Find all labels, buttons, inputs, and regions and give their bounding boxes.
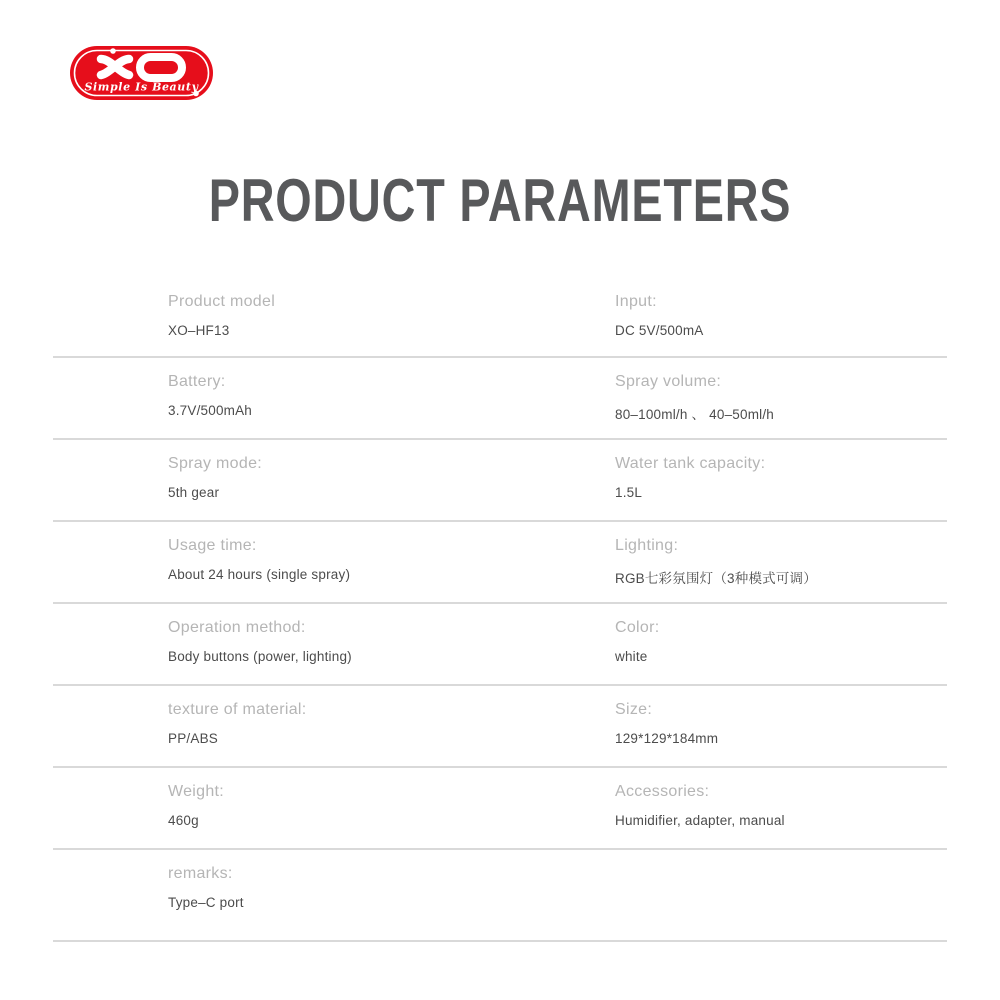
spec-label: Color: bbox=[615, 619, 660, 636]
spec-label: Lighting: bbox=[615, 537, 679, 554]
spec-label: Size: bbox=[615, 701, 653, 718]
spec-value: Type–C port bbox=[168, 895, 244, 910]
spec-label: texture of material: bbox=[168, 701, 307, 718]
table-row bbox=[53, 440, 947, 522]
spec-value: About 24 hours (single spray) bbox=[168, 567, 351, 582]
spec-cell-left bbox=[168, 768, 224, 828]
spec-value: white bbox=[615, 649, 648, 664]
spec-label: Water tank capacity: bbox=[615, 455, 766, 472]
spec-label: remarks: bbox=[168, 865, 233, 882]
spec-label: Usage time: bbox=[168, 537, 257, 554]
spec-value: 1.5L bbox=[615, 485, 643, 500]
spec-label: Input: bbox=[615, 293, 657, 310]
spec-cell-left bbox=[168, 440, 262, 500]
spec-cell-right bbox=[615, 358, 774, 423]
spec-value: 80–100ml/h 、 40–50ml/h bbox=[615, 407, 774, 422]
spec-cell-right bbox=[615, 440, 765, 500]
spec-value: 3.7V/500mAh bbox=[168, 403, 253, 418]
table-row bbox=[53, 850, 947, 942]
spec-cell-left bbox=[168, 522, 350, 582]
spec-label: Operation method: bbox=[168, 619, 306, 636]
xo-logo-graphic bbox=[70, 46, 213, 100]
spec-value: PP/ABS bbox=[168, 731, 218, 746]
spec-label: Accessories: bbox=[615, 783, 710, 800]
page-title: PRODUCT PARAMETERS bbox=[208, 167, 792, 234]
spec-cell-left bbox=[168, 288, 275, 338]
spec-cell-left bbox=[168, 358, 252, 418]
spec-value: 5th gear bbox=[168, 485, 220, 500]
spec-label: Battery: bbox=[168, 373, 226, 390]
spec-cell-left bbox=[168, 686, 307, 746]
spec-value: DC 5V/500mA bbox=[615, 323, 704, 338]
spec-label: Spray mode: bbox=[168, 455, 263, 472]
brand-logo bbox=[70, 46, 213, 100]
logo-dot-top-icon bbox=[110, 48, 116, 54]
spec-value: 129*129*184mm bbox=[615, 731, 719, 746]
spec-value: Humidifier, adapter, manual bbox=[615, 813, 785, 828]
spec-value: XO–HF13 bbox=[168, 323, 230, 338]
spec-value: RGB七彩氛围灯（3种模式可调） bbox=[615, 571, 817, 586]
spec-cell-right bbox=[615, 604, 659, 664]
table-row bbox=[53, 522, 947, 604]
spec-value: Body buttons (power, lighting) bbox=[168, 649, 352, 664]
table-row bbox=[53, 768, 947, 850]
spec-label: Product model bbox=[168, 293, 276, 310]
spec-label: Weight: bbox=[168, 783, 225, 800]
table-row bbox=[53, 358, 947, 440]
logo-tagline: Simple Is Beauty bbox=[84, 80, 199, 94]
spec-value: 460g bbox=[168, 813, 199, 828]
spec-table bbox=[53, 288, 947, 942]
spec-cell-right bbox=[615, 288, 704, 338]
spec-cell-left bbox=[168, 850, 244, 910]
spec-cell-right bbox=[615, 768, 785, 828]
table-row bbox=[53, 686, 947, 768]
spec-cell-right bbox=[615, 686, 718, 746]
table-row bbox=[53, 288, 947, 358]
spec-label: Spray volume: bbox=[615, 373, 722, 390]
table-row bbox=[53, 604, 947, 686]
spec-cell-left bbox=[168, 604, 352, 664]
spec-cell-right bbox=[615, 522, 817, 587]
